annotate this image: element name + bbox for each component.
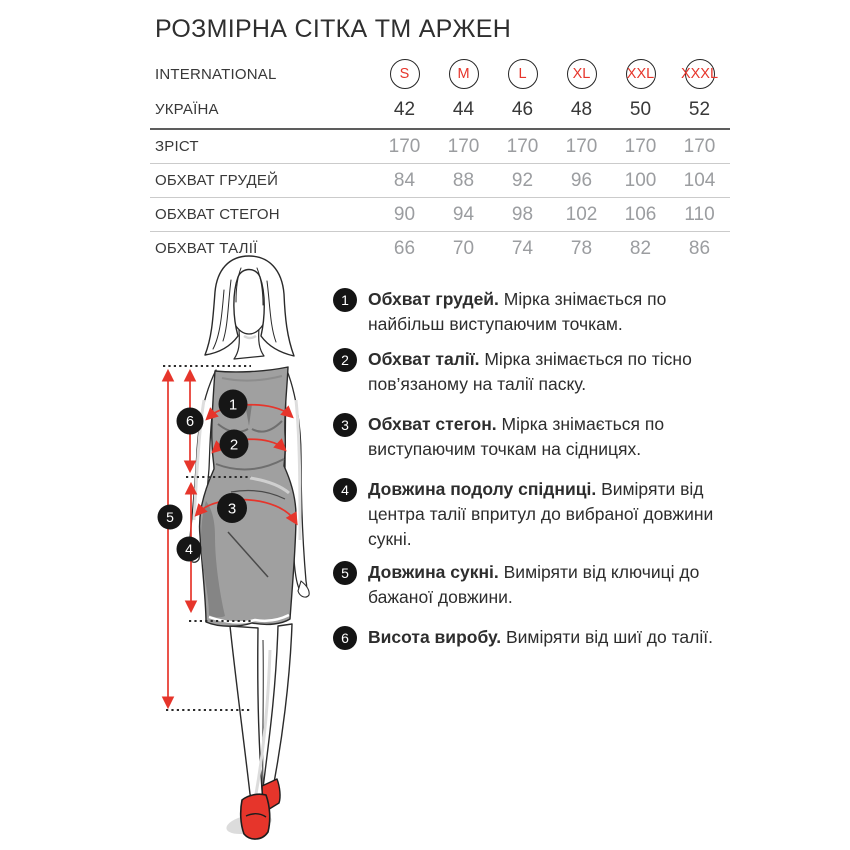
size-badge-xxl: XXL	[626, 59, 656, 89]
row-label: INTERNATIONAL	[155, 65, 277, 83]
table-row-bust	[150, 163, 730, 197]
table-cell: 100	[624, 169, 657, 191]
legend-item-bust	[333, 288, 733, 337]
table-cell: 52	[688, 98, 711, 120]
legend-desc: Виміряти від центра талії впритул до вибраної довжини сукні.	[368, 479, 714, 549]
legend-number-badge: 5	[333, 561, 357, 585]
table-cell: 96	[570, 169, 593, 191]
table-cell: 104	[683, 169, 716, 191]
table-cell: 46	[511, 98, 534, 120]
table-cell: 170	[447, 135, 480, 157]
size-table	[150, 57, 730, 265]
legend-term: Довжина сукні.	[368, 562, 499, 582]
legend-term: Обхват талії.	[368, 349, 480, 369]
table-cell: 82	[629, 237, 652, 259]
table-cell: 170	[624, 135, 657, 157]
table-cell: 74	[511, 237, 534, 259]
legend-number-badge: 4	[333, 478, 357, 502]
table-cell: 170	[388, 135, 421, 157]
size-badge-xl: XL	[567, 59, 597, 89]
legend-item-hips	[333, 413, 733, 462]
table-cell: 92	[511, 169, 534, 191]
table-cell: 170	[683, 135, 716, 157]
legend-item-product-height	[333, 626, 733, 650]
table-cell: 44	[452, 98, 475, 120]
size-badge-xxxl: XXXL	[685, 59, 715, 89]
row-label: ОБХВАТ ГРУДЕЙ	[155, 172, 279, 189]
legend-number-badge: 2	[333, 348, 357, 372]
legend-item-dress-length	[333, 561, 733, 610]
size-badge-s: S	[390, 59, 420, 89]
row-label: УКРАЇНА	[155, 101, 219, 118]
legend-term: Обхват грудей.	[368, 289, 499, 309]
marker-2: 2	[229, 436, 239, 454]
legs-sketch	[230, 624, 292, 807]
table-cell: 42	[393, 98, 416, 120]
legend-item-waist	[333, 348, 733, 397]
size-badge-l: L	[508, 59, 538, 89]
table-row-hips	[150, 197, 730, 231]
legend-number-badge: 1	[333, 288, 357, 312]
table-cell: 94	[452, 203, 475, 225]
legend-desc: Мірка знімається по тісно пов’язаному на талії паску.	[368, 349, 692, 394]
table-cell: 88	[452, 169, 475, 191]
marker-3: 3	[227, 500, 237, 518]
legend-desc: Виміряти від шиї до талії.	[505, 627, 713, 647]
table-cell: 66	[393, 237, 416, 259]
legend-desc: Виміряти від ключиці до бажаної довжини.	[368, 562, 700, 607]
legend-desc: Мірка знімається по найбільш виступаючим точкам.	[368, 289, 667, 334]
marker-6: 6	[185, 414, 195, 430]
row-label: ЗРІСТ	[155, 138, 199, 155]
legend-term: Довжина подолу спідниці.	[368, 479, 597, 499]
table-cell: 70	[452, 237, 475, 259]
row-label: ОБХВАТ ТАЛІЇ	[155, 240, 258, 257]
marker-4: 4	[185, 541, 193, 557]
model-figure-illustration	[145, 250, 345, 850]
page-title: РОЗМІРНА СІТКА ТМ АРЖЕН	[155, 15, 512, 43]
table-cell: 84	[393, 169, 416, 191]
dress-sketch	[200, 367, 296, 626]
marker-1: 1	[228, 396, 238, 414]
table-cell: 170	[565, 135, 598, 157]
legend-term: Висота виробу.	[368, 627, 502, 647]
table-cell: 106	[624, 203, 657, 225]
table-row-international	[150, 57, 730, 91]
table-row-height	[150, 130, 730, 163]
table-cell: 78	[570, 237, 593, 259]
marker-5: 5	[166, 509, 174, 525]
size-badge-m: M	[449, 59, 479, 89]
table-cell: 90	[393, 203, 416, 225]
table-cell: 170	[506, 135, 539, 157]
leg-line	[263, 640, 264, 786]
legend-item-skirt-length	[333, 478, 733, 552]
legend-term: Обхват стегон.	[368, 414, 497, 434]
row-label: ОБХВАТ СТЕГОН	[155, 206, 280, 223]
legend-desc: Мірка знімається по виступаючим точкам на сідницях.	[368, 414, 665, 459]
table-cell: 48	[570, 98, 593, 120]
legend-number-badge: 3	[333, 413, 357, 437]
table-row-ukraine	[150, 91, 730, 130]
table-cell: 110	[684, 203, 715, 225]
table-cell: 50	[629, 98, 652, 120]
table-cell: 102	[565, 203, 598, 225]
table-cell: 98	[511, 203, 534, 225]
table-cell: 86	[688, 237, 711, 259]
legend-number-badge: 6	[333, 626, 357, 650]
